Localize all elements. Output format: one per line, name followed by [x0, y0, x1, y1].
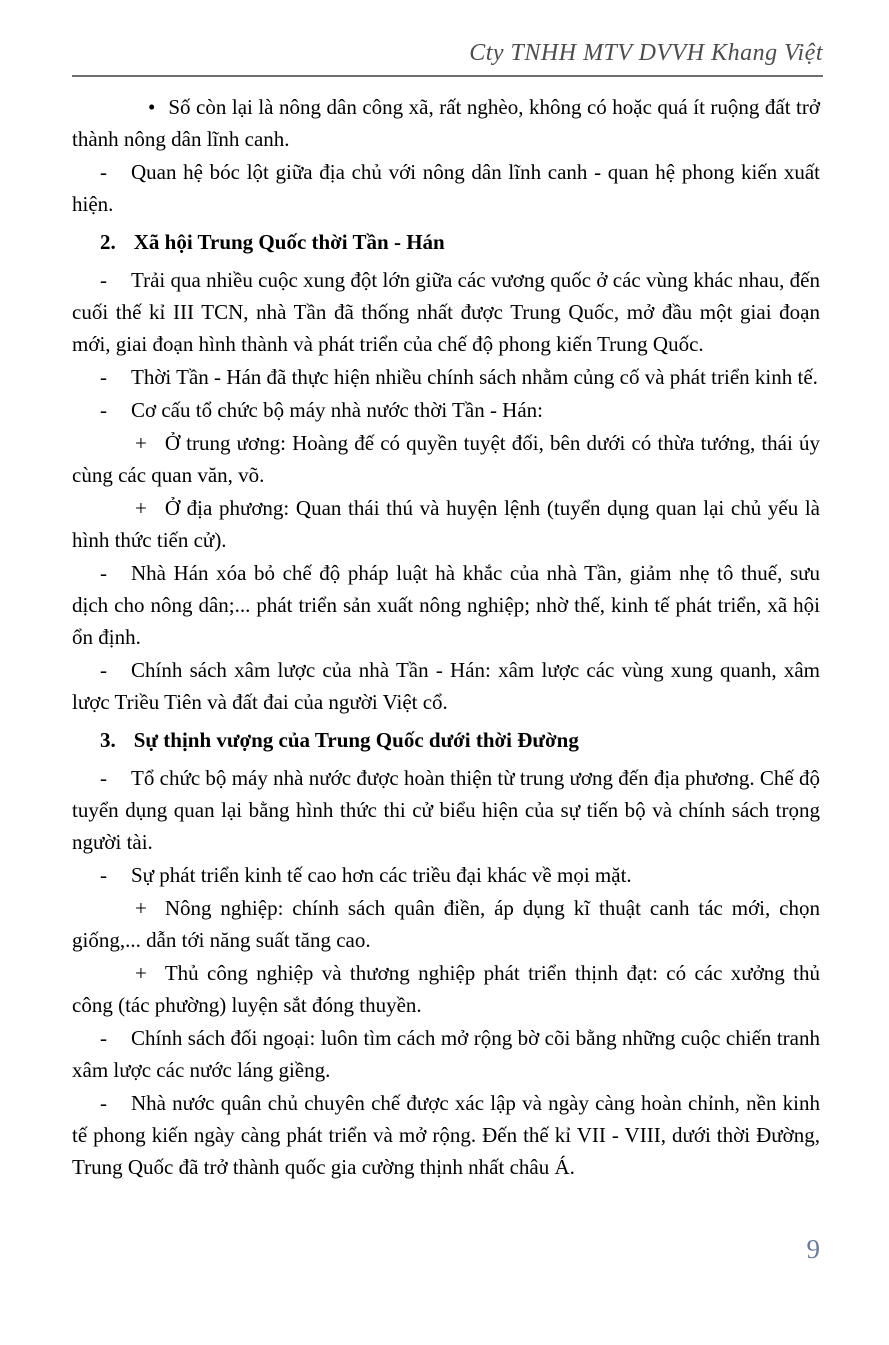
heading-number: 3. — [100, 728, 116, 752]
paragraph-text: Thời Tần - Hán đã thực hiện nhiều chính sách nhằm củng cố và phát triển kinh tế. — [131, 365, 818, 389]
paragraph-plus — [72, 492, 820, 556]
paragraph-text: Sự phát triển kinh tế cao hơn các triều đại khác về mọi mặt. — [131, 863, 632, 887]
list-marker: - — [100, 365, 107, 389]
list-marker: - — [100, 863, 107, 887]
paragraph-text: Quan hệ bóc lột giữa địa chủ với nông dân lĩnh canh - quan hệ phong kiến xuất hiện. — [72, 160, 820, 216]
paragraph-text: Nông nghiệp: chính sách quân điền, áp dụng kĩ thuật canh tác mới, chọn giống,... dẫn tới năng suất tăng cao. — [72, 896, 820, 952]
list-marker: + — [135, 961, 147, 985]
paragraph-dash — [72, 264, 820, 360]
paragraph-text: Ở trung ương: Hoàng đế có quyền tuyệt đối, bên dưới có thừa tướng, thái úy cùng các quan văn, võ. — [72, 431, 820, 487]
paragraph-dash — [72, 1087, 820, 1183]
heading-text: Sự thịnh vượng của Trung Quốc dưới thời Đường — [133, 728, 579, 752]
paragraph-text: Chính sách đối ngoại: luôn tìm cách mở rộng bờ cõi bằng những cuộc chiến tranh xâm lược các nước láng giềng. — [72, 1026, 820, 1082]
paragraph-text: Nhà Hán xóa bỏ chế độ pháp luật hà khắc của nhà Tần, giảm nhẹ tô thuế, sưu dịch cho nông dân;... phát triển sản xuất nông nghiệp; nhờ thế, kinh tế phát triển, xã hội ổn định. — [72, 561, 820, 649]
list-marker: + — [135, 496, 147, 520]
paragraph-text: Nhà nước quân chủ chuyên chế được xác lập và ngày càng hoàn chỉnh, nền kinh tế phong kiến ngày càng phát triển và mở rộng. Đến thế kỉ VII - VIII, dưới thời Đường, Trung Quốc đã trở thành quốc gia cường thịnh nhất châu Á. — [72, 1091, 820, 1179]
list-marker: - — [100, 398, 107, 422]
paragraph-dash — [72, 361, 820, 393]
paragraph-dash — [72, 394, 820, 426]
paragraph-dash — [72, 1022, 820, 1086]
section-heading — [72, 226, 820, 258]
list-marker: • — [148, 95, 156, 119]
paragraph-text: Cơ cấu tổ chức bộ máy nhà nước thời Tần - Hán: — [131, 398, 544, 422]
page-header — [72, 40, 823, 77]
list-marker: - — [100, 1026, 107, 1050]
paragraph-text: Thủ công nghiệp và thương nghiệp phát triển thịnh đạt: có các xưởng thủ công (tác phường) luyện sắt đóng thuyền. — [72, 961, 820, 1017]
paragraph-text: Chính sách xâm lược của nhà Tần - Hán: xâm lược các vùng xung quanh, xâm lược Triều Tiên và đất đai của người Việt cổ. — [72, 658, 820, 714]
paragraph-dash — [72, 859, 820, 891]
header-company-name: Cty TNHH MTV DVVH Khang Việt — [469, 40, 823, 66]
document-content — [72, 90, 820, 1184]
list-marker: - — [100, 766, 107, 790]
paragraph-text: Tổ chức bộ máy nhà nước được hoàn thiện từ trung ương đến địa phương. Chế độ tuyển dụng quan lại bằng hình thức thi cử biểu hiện của sự tiến bộ và chính sách trọng người tài. — [72, 766, 820, 854]
paragraph-dash — [72, 654, 820, 718]
paragraph-text: Trải qua nhiều cuộc xung đột lớn giữa các vương quốc ở các vùng khác nhau, đến cuối thế kỉ III TCN, nhà Tần đã thống nhất được Trung Quốc, mở đầu một giai đoạn mới, giai đoạn hình thành và phát triển của chế độ phong kiến Trung Quốc. — [72, 268, 820, 356]
list-marker: - — [100, 1091, 107, 1115]
paragraph-plus — [72, 427, 820, 491]
list-marker: - — [100, 658, 107, 682]
list-marker: - — [100, 268, 107, 292]
page-number: 9 — [806, 1234, 820, 1264]
paragraph-dash — [72, 156, 820, 220]
paragraph-text: Ở địa phương: Quan thái thú và huyện lệnh (tuyển dụng quan lại chủ yếu là hình thức tiến cử). — [72, 496, 820, 552]
heading-text: Xã hội Trung Quốc thời Tần - Hán — [133, 230, 445, 254]
paragraph-dash — [72, 762, 820, 858]
paragraph-plus — [72, 892, 820, 956]
paragraph-dash — [72, 557, 820, 653]
paragraph-plus — [72, 957, 820, 1021]
paragraph-text: Số còn lại là nông dân công xã, rất nghèo, không có hoặc quá ít ruộng đất trở thành nông dân lĩnh canh. — [72, 95, 820, 151]
section-heading — [72, 724, 820, 756]
list-marker: - — [100, 160, 107, 184]
paragraph-bullet — [72, 91, 820, 155]
list-marker: - — [100, 561, 107, 585]
list-marker: + — [135, 431, 147, 455]
heading-number: 2. — [100, 230, 116, 254]
list-marker: + — [135, 896, 147, 920]
